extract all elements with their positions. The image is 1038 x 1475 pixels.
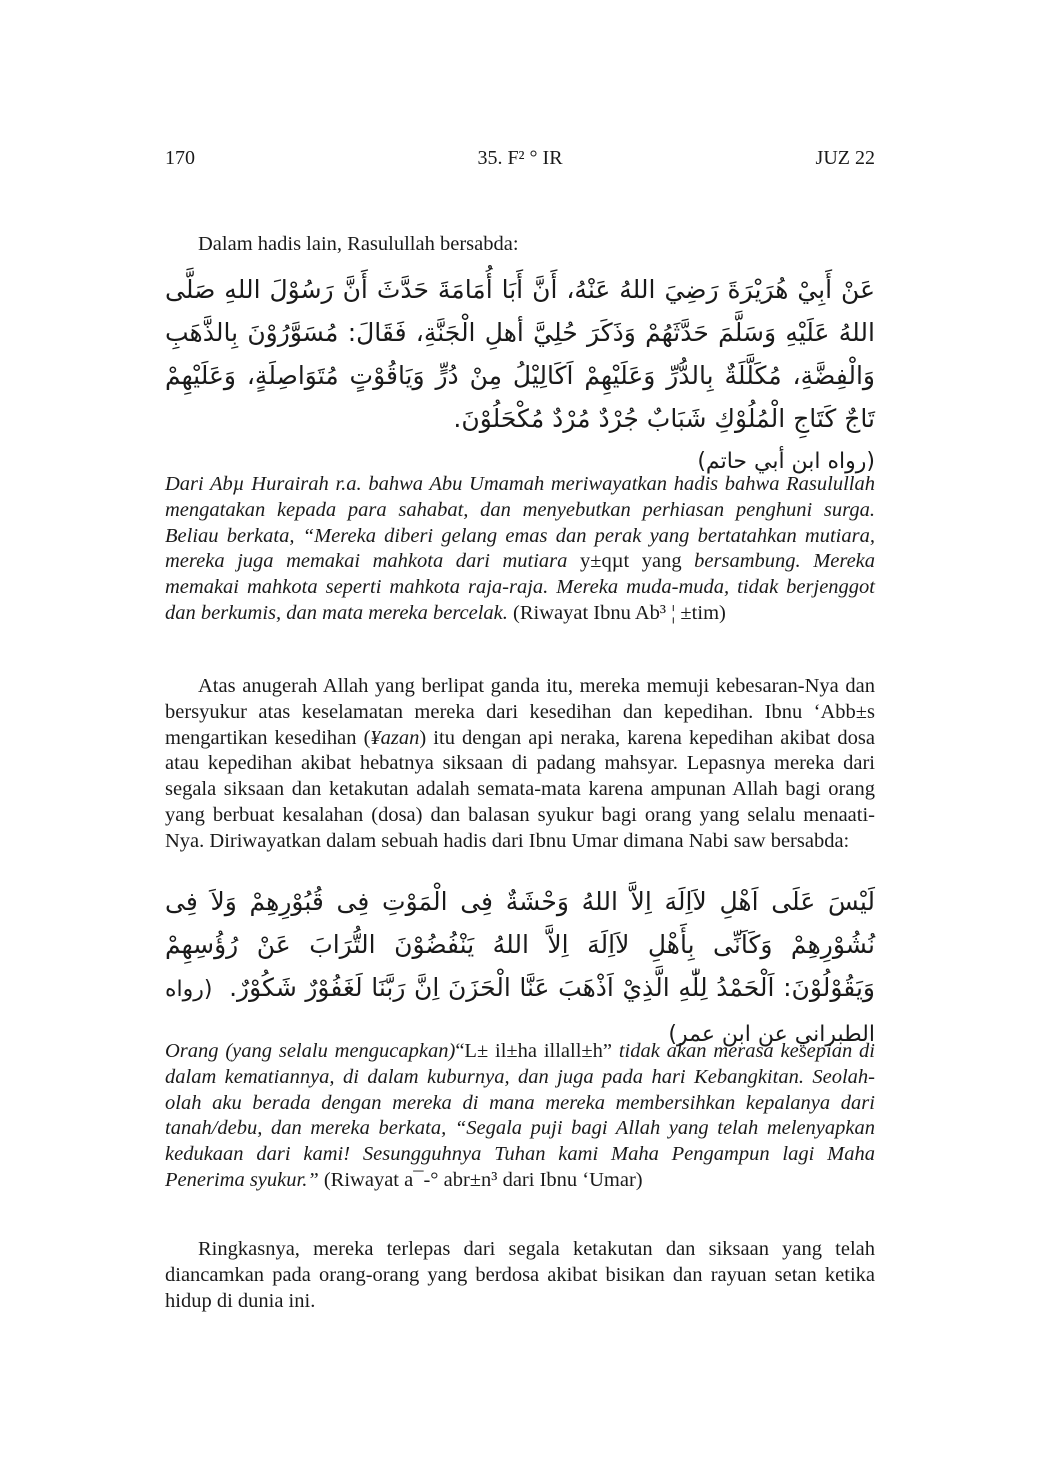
paragraph-2-part-1: Atas anugerah Allah yang berlipat ganda itu, mereka memuji kebesaran-Nya dan bersyukur atas keselamatan mereka dari kesedihan dan kepedihan. Ibnu ‘Abb±s mengartikan kesedihan ( [165, 675, 875, 749]
page-number: 170 [165, 147, 195, 169]
term-hazan: ¥azan [370, 726, 420, 749]
hadith-1-arabic-source: (رواه ابن أبي حاتم) [697, 449, 875, 474]
hadith-1-translation-mid: yang [641, 550, 682, 573]
hadith-2-translation-source: (Riwayat a¯-° abr±n³ dari Ibnu ‘Umar) [323, 1168, 643, 1191]
hadith-2-translation-a: Orang (yang selalu mengucapkan) [165, 1040, 456, 1062]
term-yaqut: y±qµt [579, 550, 630, 573]
body-paragraph-3: Ringkasnya, mereka terlepas dari segala ketakutan dan siksaan yang telah diancamkan pada orang-orang yang berdosa akibat bisikan dan rayuan setan ketika hidup di dunia ini. [165, 1238, 875, 1312]
paragraph-2-part-2: ) itu dengan api neraka, karena kepedihan akibat dosa atau kepedihan akibat hebatnya siksaan di padang mahsyar. Lepasnya mereka dari segala siksaan dan ketakutan adalah semata-mata karena ampunan Allah bagi orang yang berbuat kesalahan (dosa) dan balasan syukur bagi orang yang selalu menaati-Nya. Diriwayatkan dalam sebuah hadis dari Ibnu Umar dimana Nabi saw bersabda: [165, 726, 875, 852]
juz-label: JUZ 22 [815, 147, 875, 169]
hadith-2-arabic-source: (رواه الطبراني عن ابن عمر) [165, 977, 875, 1047]
hadith-2-arabic [165, 880, 875, 1056]
hadith-1-arabic [165, 268, 875, 483]
intro-paragraph: Dalam hadis lain, Rasulullah bersabda: [198, 233, 519, 255]
chapter-title: 35. F² ° IR [477, 147, 563, 169]
hadith-2-translation [165, 1039, 875, 1194]
body-paragraph-2 [165, 674, 875, 855]
running-header [165, 144, 875, 172]
hadith-2-translation-b: tidak akan merasa kesepian di dalam kematiannya, di dalam kuburnya, dan juga pada hari Kebangkitan. Seolah-olah aku berada dengan mereka di mana mereka membersihkan kepalanya dari tanah/debu, dan mereka berkata, “Segala puji bagi Allah yang telah melenyapkan kedukaan dari kami! Sesungguhnya Tuhan kami Maha Pengampun lagi Maha Penerima syukur.” [165, 1040, 875, 1191]
hadith-2-arabic-text: لَيْسَ عَلَى اَهْلِ لاَاِلَهَ اِلاَّ اللهُ وَحْشَةٌ فِى الْمَوْتِ فِى قُبُوْرِهِمْ وَلاَ فِى نُشُوْرِهِمْ وَكَاَنِّى بِأَهْلِ لاَاِلَهَ اِلاَّ اللهُ يَنْفُضُوْنَ التُّرَابَ عَنْ رُؤُسِهِمْ وَيَقُوْلُوْنَ: اَلْحَمْدُ لِلّٰهِ الَّذِيْ اَذْهَبَ عَنَّا الْحَزَنَ اِنَّ رَبَّنَا لَغَفُوْرٌ شَكُوْرٌ. [165, 887, 875, 1002]
hadith-1-translation [165, 472, 875, 627]
hadith-1-translation-source: (Riwayat Ibnu Ab³ ¦ ±tim) [513, 601, 726, 624]
hadith-1-translation-text: Dari Abµ Hurairah r.a. bahwa Abu Umamah meriwayatkan hadis bahwa Rasulullah mengatakan kepada para sahabat, dan menyebutkan perhiasan penghuni surga. Beliau berkata, “Mereka diberi gelang emas dan perak yang bertatahkan mutiara, mereka juga memakai mahkota dari mutiara [165, 473, 875, 573]
hadith-1-translation-text-2: bersambung. Mereka memakai mahkota seperti mahkota raja-raja. Mereka muda-muda, tidak berjenggot dan berkumis, dan mata mereka bercelak. [165, 550, 876, 624]
hadith-1-arabic-text: عَنْ أَبِيْ هُرَيْرَةَ رَضِيَ اللهُ عَنْهُ، أَنَّ أَبَا أُمَامَةَ حَدَّثَ أَنَّ رَسُوْلَ اللهِ صَلَّى اللهُ عَلَيْهِ وَسَلَّمَ حَدَّثَهُمْ وَذَكَرَ حُلِيَّ أهلِ الْجَنَّةِ، فَقَالَ: مُسَوَّرُوْنَ بِالذَّهَبِ وَالْفِضَّةِ، مُكَلَّلَةٌ بِالدُّرِّ وَعَلَيْهِمْ اَكَالِيْلُ مِنْ دُرٍّ وَيَاقُوْتٍ مُتَوَاصِلَةٍ، وَعَلَيْهِمْ تَاجٌ كَتَاجِ الْمُلُوْكِ شَبَابٌ جُرْدٌ مُرْدٌ مُكْحَلُوْنَ. [165, 275, 875, 433]
term-la-ilaha-illallah: “L± il±ha illall±h” [455, 1040, 613, 1062]
